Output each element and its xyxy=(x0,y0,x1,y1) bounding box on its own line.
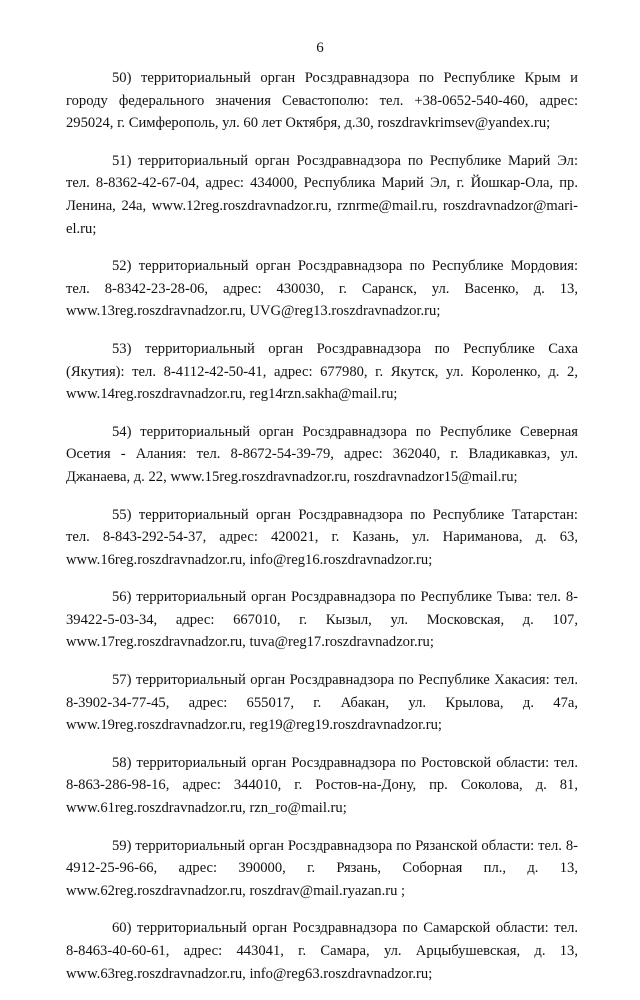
entry-54: 54) территориальный орган Росздравнадзора по Республике Северная Осетия - Алания: тел. 8-8672-54-39-79, адрес: 362040, г. Владикавказ, ул. Джанаева, д. 22, www.15reg.roszdravnadzor.ru, roszdravnadzor15@mail.ru; xyxy=(66,423,578,485)
entry-59: 59) территориальный орган Росздравнадзора по Рязанской области: тел. 8-4912-25-96-66, адрес: 390000, г. Рязань, Соборная пл., д. 13, www.62reg.roszdravnadzor.ru, roszdrav@mail.ryazan.ru ; xyxy=(66,837,578,899)
entry-list xyxy=(66,67,578,1000)
entry-60: 60) территориальный орган Росздравнадзора по Самарской области: тел. 8-8463-40-60-61, адрес: 443041, г. Самара, ул. Арцыбушевская, д. 13, www.63reg.roszdravnadzor.ru, info@reg63.roszdravnadzor.ru; xyxy=(66,920,578,982)
page-number: 6 xyxy=(316,40,324,56)
entry-53: 53) территориальный орган Росздравнадзора по Республике Саха (Якутия): тел. 8-4112-42-50-41, адрес: 677980, г. Якутск, ул. Короленко, д. 2, www.14reg.roszdravnadzor.ru, reg14rzn.sakha@mail.ru; xyxy=(66,340,578,403)
entry-58: 58) территориальный орган Росздравнадзора по Ростовской области: тел. 8-863-286-98-16, адрес: 344010, г. Ростов-на-Дону, пр. Соколова, д. 81, www.61reg.roszdravnadzor.ru, rzn_ro@mail.ru; xyxy=(66,754,578,817)
entry-51: 51) территориальный орган Росздравнадзора по Республике Марий Эл: тел. 8-8362-42-67-04, адрес: 434000, Республика Марий Эл, г. Йошкар-Ола, пр. Ленина, 24а, www.12reg.roszdravnadzor.ru, rznrme@mail.ru, roszdravnadzor@mari-el.ru; xyxy=(66,152,578,237)
entry-50: 50) территориальный орган Росздравнадзора по Республике Крым и городу федерального значения Севастополю: тел. +38-0652-540-460, адрес: 295024, г. Симферополь, ул. 60 лет Октября, д.30, roszdravkrimsev@yandex.ru; xyxy=(66,70,578,132)
entry-55: 55) территориальный орган Росздравнадзора по Республике Татарстан: тел. 8-843-292-54-37, адрес: 420021, г. Казань, ул. Наримановa, д. 63, www.16reg.roszdravnadzor.ru, info@reg16.roszdravnadzor.ru; xyxy=(66,506,578,568)
entry-57: 57) территориальный орган Росздравнадзора по Республике Хакасия: тел. 8-3902-34-77-45, адрес: 655017, г. Абакан, ул. Крылова, д. 47а, www.19reg.roszdravnadzor.ru, reg19@reg19.roszdravnadzor.ru; xyxy=(66,672,578,734)
entry-56: 56) территориальный орган Росздравнадзора по Республике Тыва: тел. 8-39422-5-03-34, адрес: 667010, г. Кызыл, ул. Московская, д. 107, www.17reg.roszdravnadzor.ru, tuva@reg17.roszdravnadzor.ru; xyxy=(66,589,578,651)
entry-52: 52) территориальный орган Росздравнадзора по Республике Мордовия: тел. 8-8342-23-28-06, адрес: 430030, г. Саранск, ул. Васенко, д. 13, www.13reg.roszdravnadzor.ru, UVG@reg13.roszdravnadzor.ru; xyxy=(66,258,578,320)
